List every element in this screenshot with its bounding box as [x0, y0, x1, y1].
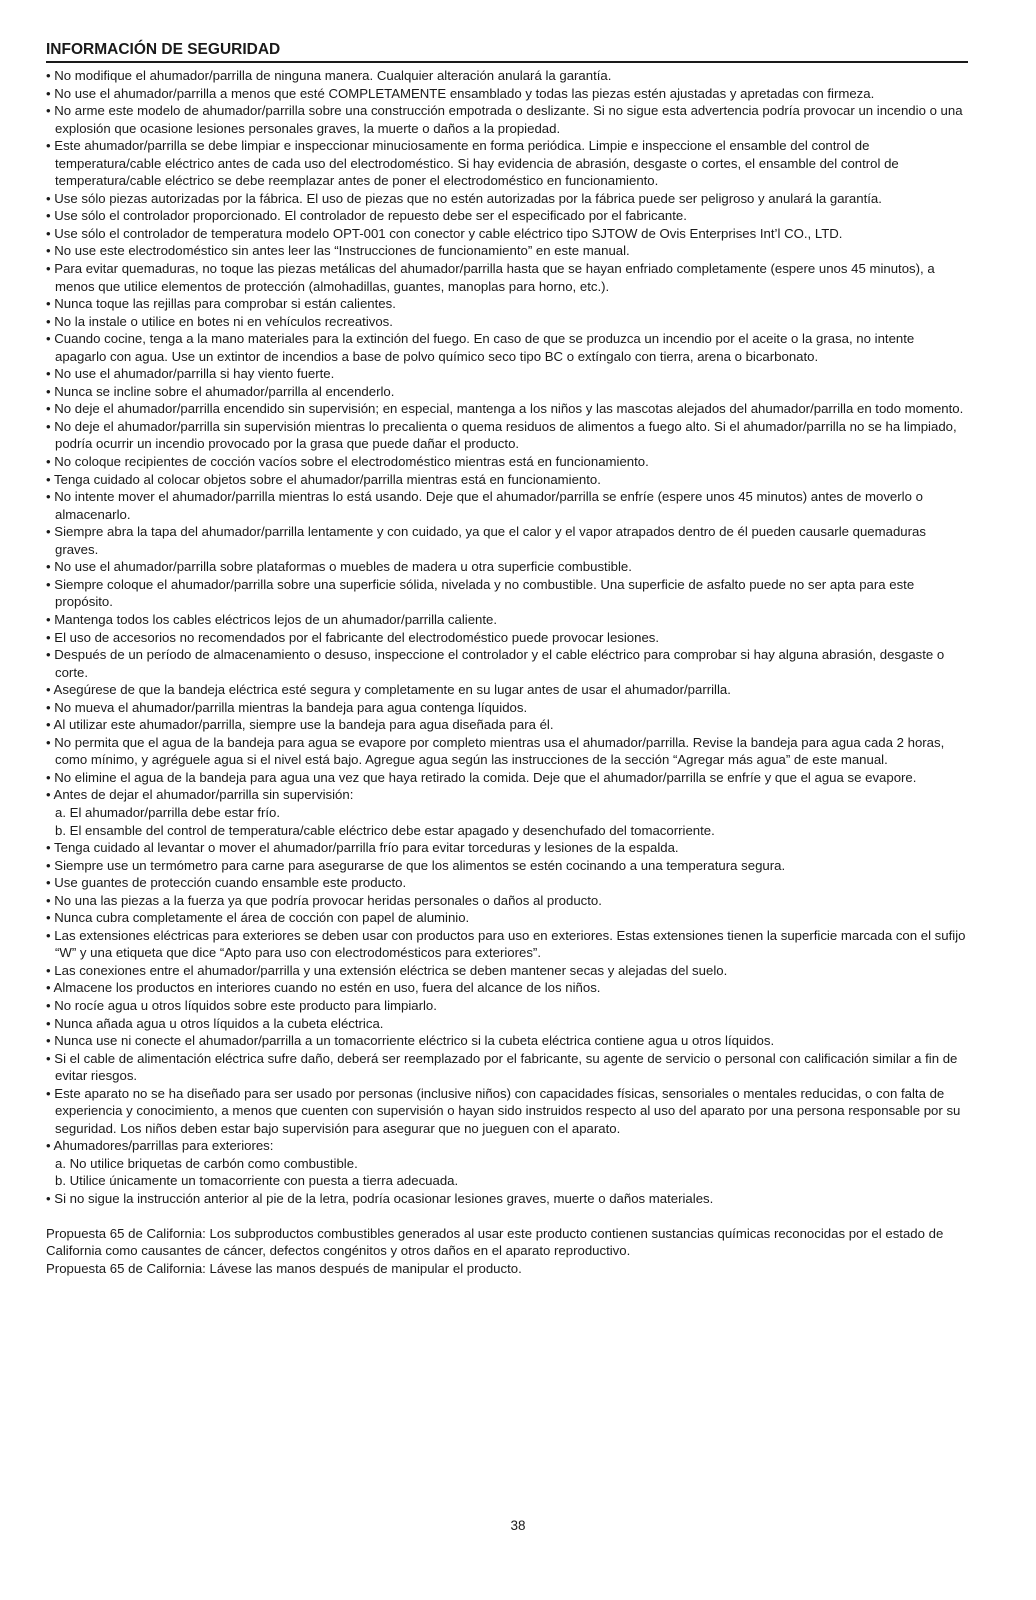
list-item: • No una las piezas a la fuerza ya que podría provocar heridas personales o daños al producto.	[46, 892, 602, 908]
list-item: • Cuando cocine, tenga a la mano materiales para la extinción del fuego. En caso de que se produzca un incendio por el aceite o la grasa, no intente apagarlo con agua. Use un extintor de incendios a base de polvo químico seco tipo BC o extíngalo con tierra, arena o bicarbonato.	[46, 331, 915, 364]
list-item: • Tenga cuidado al colocar objetos sobre el ahumador/parrilla mientras está en funcionamiento.	[46, 471, 601, 487]
prop65-notes	[46, 1225, 968, 1278]
list-item: • Las extensiones eléctricas para exteriores se deben usar con productos para uso en exteriores. Estas extensiones tienen la superficie marcada con el sufijo “W” y una etiqueta que dice “Apto para uso con electrodomésticos para exteriores”.	[46, 927, 966, 961]
list-item: • No use el ahumador/parrilla sobre plataformas o muebles de madera u otra superficie combustible.	[46, 559, 632, 575]
list-item: • No rocíe agua u otros líquidos sobre este producto para limpiarlo.	[46, 997, 437, 1013]
list-item: • El uso de accesorios no recomendados por el fabricante del electrodoméstico puede provocar lesiones.	[46, 629, 660, 645]
list-item: • Nunca cubra completamente el área de cocción con papel de aluminio.	[46, 910, 470, 926]
list-item: • No la instale o utilice en botes ni en vehículos recreativos.	[46, 313, 393, 329]
list-item: • Al utilizar este ahumador/parrilla, siempre use la bandeja para agua diseñada para él.	[46, 717, 554, 733]
list-item: • No elimine el agua de la bandeja para agua una vez que haya retirado la comida. Deje que el ahumador/parrilla se enfríe y que el agua se evapore.	[46, 769, 917, 785]
list-item: • Nunca toque las rejillas para comprobar si están calientes.	[46, 296, 396, 312]
list-item: • Use sólo el controlador proporcionado. El controlador de repuesto debe ser el especificado por el fabricante.	[46, 208, 687, 224]
list-item: • No mueva el ahumador/parrilla mientras la bandeja para agua contenga líquidos.	[46, 699, 528, 715]
list-item: • Nunca añada agua u otros líquidos a la cubeta eléctrica.	[46, 1015, 384, 1031]
list-item: • Ahumadores/parrillas para exteriores:	[46, 1138, 274, 1154]
list-item: • Asegúrese de que la bandeja eléctrica esté segura y completamente en su lugar antes de usar el ahumador/parrilla.	[46, 682, 731, 698]
list-item: • Use guantes de protección cuando ensamble este producto.	[46, 875, 407, 891]
sub-list-item: a. No utilice briquetas de carbón como combustible.	[55, 1155, 358, 1171]
list-item: • Nunca se incline sobre el ahumador/parrilla al encenderlo.	[46, 383, 395, 399]
list-item: • Mantenga todos los cables eléctricos lejos de un ahumador/parrilla caliente.	[46, 611, 498, 627]
list-item: • Las conexiones entre el ahumador/parrilla y una extensión eléctrica se deben mantener secas y alejadas del suelo.	[46, 962, 728, 978]
list-item: • Si no sigue la instrucción anterior al pie de la letra, podría ocasionar lesiones graves, muerte o daños materiales.	[46, 1191, 714, 1206]
prop65-note: Propuesta 65 de California: Los subproductos combustibles generados al usar este producto contienen sustancias químicas reconocidas por el estado de California como causantes de cáncer, defectos congénitos y otros daños en el aparato reproductivo.	[46, 1225, 944, 1259]
list-item: • No intente mover el ahumador/parrilla mientras lo está usando. Deje que el ahumador/parrilla se enfríe (espere unos 45 minutos) antes de moverlo o almacenarlo.	[46, 489, 923, 522]
list-item: • Tenga cuidado al levantar o mover el ahumador/parrilla frío para evitar torceduras y lesiones de la espalda.	[46, 840, 679, 856]
list-item: • No permita que el agua de la bandeja para agua se evapore por completo mientras usa el ahumador/parrilla. Revise la bandeja para agua cada 2 horas, como mínimo, y agréguele agua si el nivel está bajo. Agregue agua según las instrucciones de la sección “Agregar más agua” de este manual.	[46, 734, 945, 768]
sub-list-item: b. El ensamble del control de temperatura/cable eléctrico debe estar apagado y desenchufado del tomacorriente.	[55, 822, 715, 838]
list-item: • Nunca use ni conecte el ahumador/parrilla a un tomacorriente eléctrico si la cubeta eléctrica contiene agua u otros líquidos.	[46, 1033, 775, 1049]
list-item: • No modifique el ahumador/parrilla de ninguna manera. Cualquier alteración anulará la garantía.	[46, 68, 612, 83]
list-item: • No coloque recipientes de cocción vacíos sobre el electrodoméstico mientras está en funcionamiento.	[46, 454, 649, 470]
list-item: • Después de un período de almacenamiento o desuso, inspeccione el controlador y el cable eléctrico para comprobar si hay alguna abrasión, desgaste o corte.	[46, 647, 945, 680]
sub-list-item: b. Utilice únicamente un tomacorriente con puesta a tierra adecuada.	[55, 1173, 459, 1189]
list-item: • No deje el ahumador/parrilla encendido sin supervisión; en especial, mantenga a los niños y las mascotas alejados del ahumador/parrilla en todo momento.	[46, 401, 964, 417]
list-item: • Este aparato no se ha diseñado para ser usado por personas (inclusive niños) con capacidades físicas, sensoriales o mentales reducidas, o con falta de experiencia y conocimiento, a menos que cuenten con supervisión o hayan sido instruidos respecto al uso del aparato por una persona responsable por su seguridad. Los niños deben estar bajo supervisión para asegurar que no jueguen con el aparato.	[46, 1085, 961, 1136]
list-item: • Para evitar quemaduras, no toque las piezas metálicas del ahumador/parrilla hasta que se hayan enfriado completamente (espere unos 45 minutos), a menos que utilice elementos de protección (almohadillas, guantes, manoplas para horno, etc.).	[46, 261, 935, 294]
list-item: • Si el cable de alimentación eléctrica sufre daño, deberá ser reemplazado por el fabricante, su agente de servicio o personal con calificación similar a fin de evitar riesgos.	[46, 1050, 958, 1084]
list-item: • Siempre coloque el ahumador/parrilla sobre una superficie sólida, nivelada y no combustible. Una superficie de asfalto puede no ser apta para este propósito.	[46, 576, 915, 610]
list-item: • Use sólo piezas autorizadas por la fábrica. El uso de piezas que no estén autorizadas por la fábrica puede ser peligroso y anulará la garantía.	[46, 190, 882, 206]
list-item: • No use el ahumador/parrilla si hay viento fuerte.	[46, 366, 335, 382]
list-item: • Use sólo el controlador de temperatura modelo OPT-001 con conector y cable eléctrico tipo SJTOW de Ovis Enterprises Int’l CO., LTD.	[46, 225, 843, 241]
list-item: • No deje el ahumador/parrilla sin supervisión mientras lo precalienta o quema residuos de alimentos a fuego alto. Si el ahumador/parrilla no se ha limpiado, podría ocurrir un incendio provocado por la grasa que puede dañar el producto.	[46, 418, 957, 452]
page-number: 38	[510, 1518, 526, 1533]
list-item: • Siempre abra la tapa del ahumador/parrilla lentamente y con cuidado, ya que el calor y el vapor atrapados dentro de él pueden causarle quemaduras graves.	[46, 524, 926, 557]
list-item: • Siempre use un termómetro para carne para asegurarse de que los alimentos se estén cocinando a una temperatura segura.	[46, 857, 786, 873]
list-item: • Este ahumador/parrilla se debe limpiar e inspeccionar minuciosamente en forma periódica. Limpie e inspeccione el ensamble del control de temperatura/cable eléctrico antes de cada uso del electrodoméstico. Si hay evidencia de abrasión, desgaste o cortes, el ensamble del control de temperatura/cable eléctrico se debe reemplazar antes de poner el electrodoméstico en funcionamiento.	[46, 138, 899, 189]
prop65-note: Propuesta 65 de California: Lávese las manos después de manipular el producto.	[46, 1260, 522, 1276]
list-item: • No use el ahumador/parrilla a menos que esté COMPLETAMENTE ensamblado y todas las piezas estén ajustadas y apretadas con firmeza.	[46, 85, 875, 101]
list-item: • Antes de dejar el ahumador/parrilla sin supervisión:	[46, 787, 354, 803]
page-content	[46, 40, 968, 1277]
list-item: • No use este electrodoméstico sin antes leer las “Instrucciones de funcionamiento” en este manual.	[46, 243, 630, 259]
safety-list	[46, 67, 968, 1208]
list-item: • Almacene los productos en interiores cuando no estén en uso, fuera del alcance de los niños.	[46, 980, 601, 996]
sub-list-item: a. El ahumador/parrilla debe estar frío.	[55, 804, 281, 820]
list-item: • No arme este modelo de ahumador/parrilla sobre una construcción empotrada o deslizante. Si no sigue esta advertencia podría provocar un incendio o una explosión que ocasione lesiones personales graves, la muerte o daños a la propiedad.	[46, 103, 963, 136]
section-title: INFORMACIÓN DE SEGURIDAD	[46, 40, 968, 63]
